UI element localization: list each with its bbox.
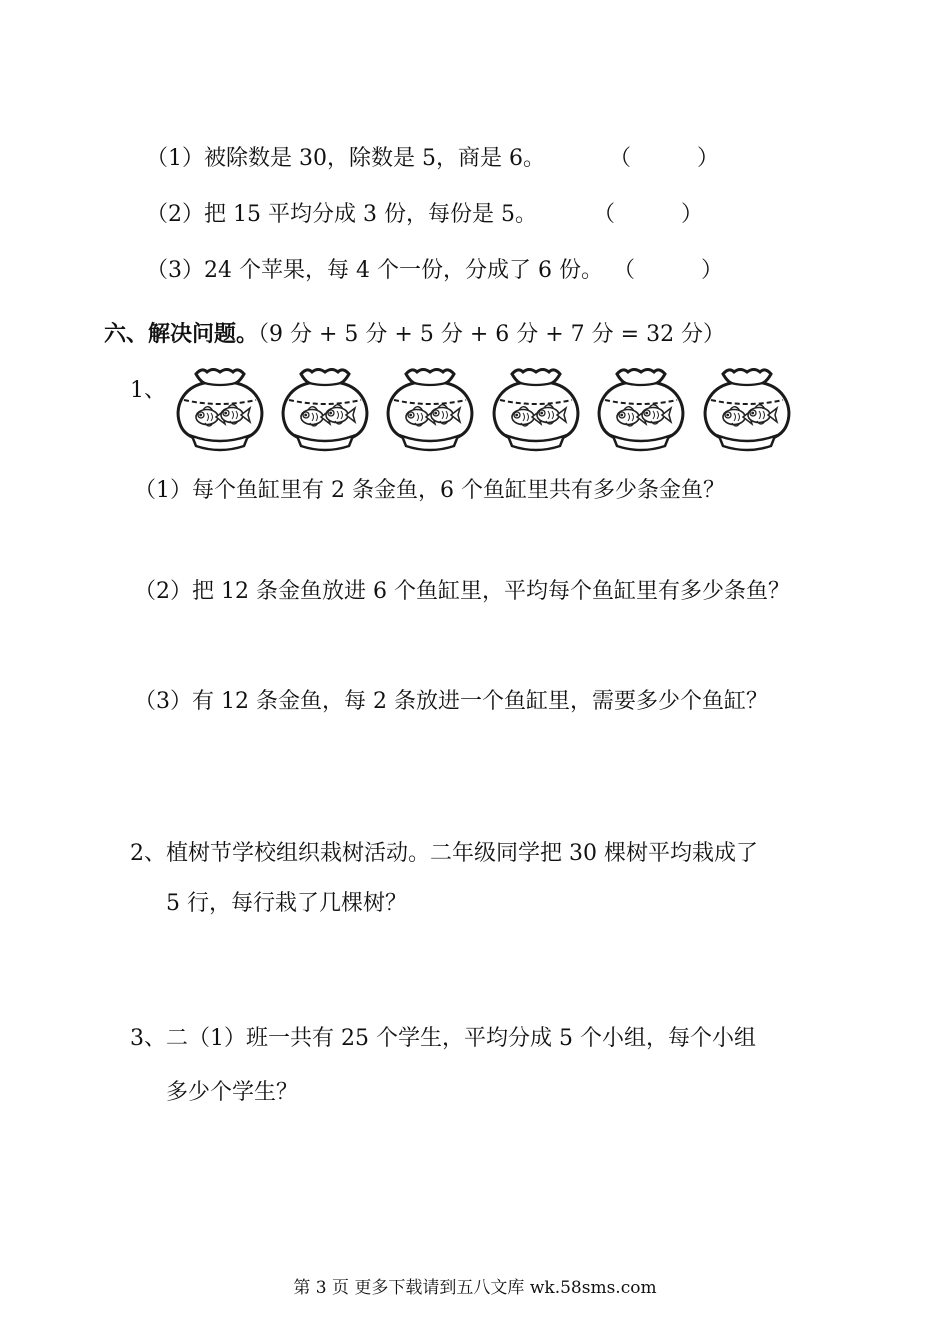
section-6-title: 六、解决问题。: [104, 322, 259, 347]
problem-1-number: 1、: [130, 378, 166, 403]
problem-3-line-1: 3、二（1）班一共有 25 个学生，平均分成 5 个小组，每个小组: [130, 1026, 756, 1051]
problem-1-question-3: （3）有 12 条金鱼，每 2 条放进一个鱼缸里，需要多少个鱼缸？: [134, 689, 768, 714]
judge-item-2-text: （2）把 15 平均分成 3 份，每份是 5。: [146, 202, 537, 227]
judge-item-2: [146, 200, 703, 230]
problem-1-question-1: （1）每个鱼缸里有 2 条金鱼，6 个鱼缸里共有多少条金鱼？: [134, 478, 725, 503]
fishbowl-illustration: [174, 364, 794, 456]
problem-2-line-2: 5 行，每行栽了几棵树？: [166, 891, 407, 916]
problem-2-line-1: 2、植树节学校组织栽树活动。二年级同学把 30 棵树平均栽成了: [130, 841, 758, 866]
fishbowl-icon: [174, 364, 266, 456]
fishbowl-icon: [701, 364, 793, 456]
section-6-heading: [104, 320, 725, 350]
judge-item-1: [146, 144, 719, 174]
problem-1-question-2: （2）把 12 条金鱼放进 6 个鱼缸里，平均每个鱼缸里有多少条鱼？: [134, 579, 790, 604]
page-footer: 第 3 页 更多下载请到五八文库 wk.58sms.com: [293, 1278, 657, 1298]
fishbowl-icon: [490, 364, 582, 456]
judge-item-1-text: （1）被除数是 30，除数是 5，商是 6。: [146, 146, 545, 171]
fishbowl-icon: [279, 364, 371, 456]
fishbowl-icon: [384, 364, 476, 456]
fishbowl-icon: [595, 364, 687, 456]
section-6-score: （9 分 + 5 分 + 5 分 + 6 分 + 7 分 = 32 分）: [258, 322, 726, 347]
answer-bracket-1[interactable]: （ ）: [608, 146, 719, 171]
judge-item-3: [146, 256, 723, 286]
judge-item-3-text: （3）24 个苹果，每 4 个一份，分成了 6 份。: [146, 258, 603, 283]
answer-bracket-3[interactable]: （ ）: [612, 258, 723, 283]
answer-bracket-2[interactable]: （ ）: [592, 202, 703, 227]
problem-3-line-2: 多少个学生？: [166, 1080, 299, 1105]
